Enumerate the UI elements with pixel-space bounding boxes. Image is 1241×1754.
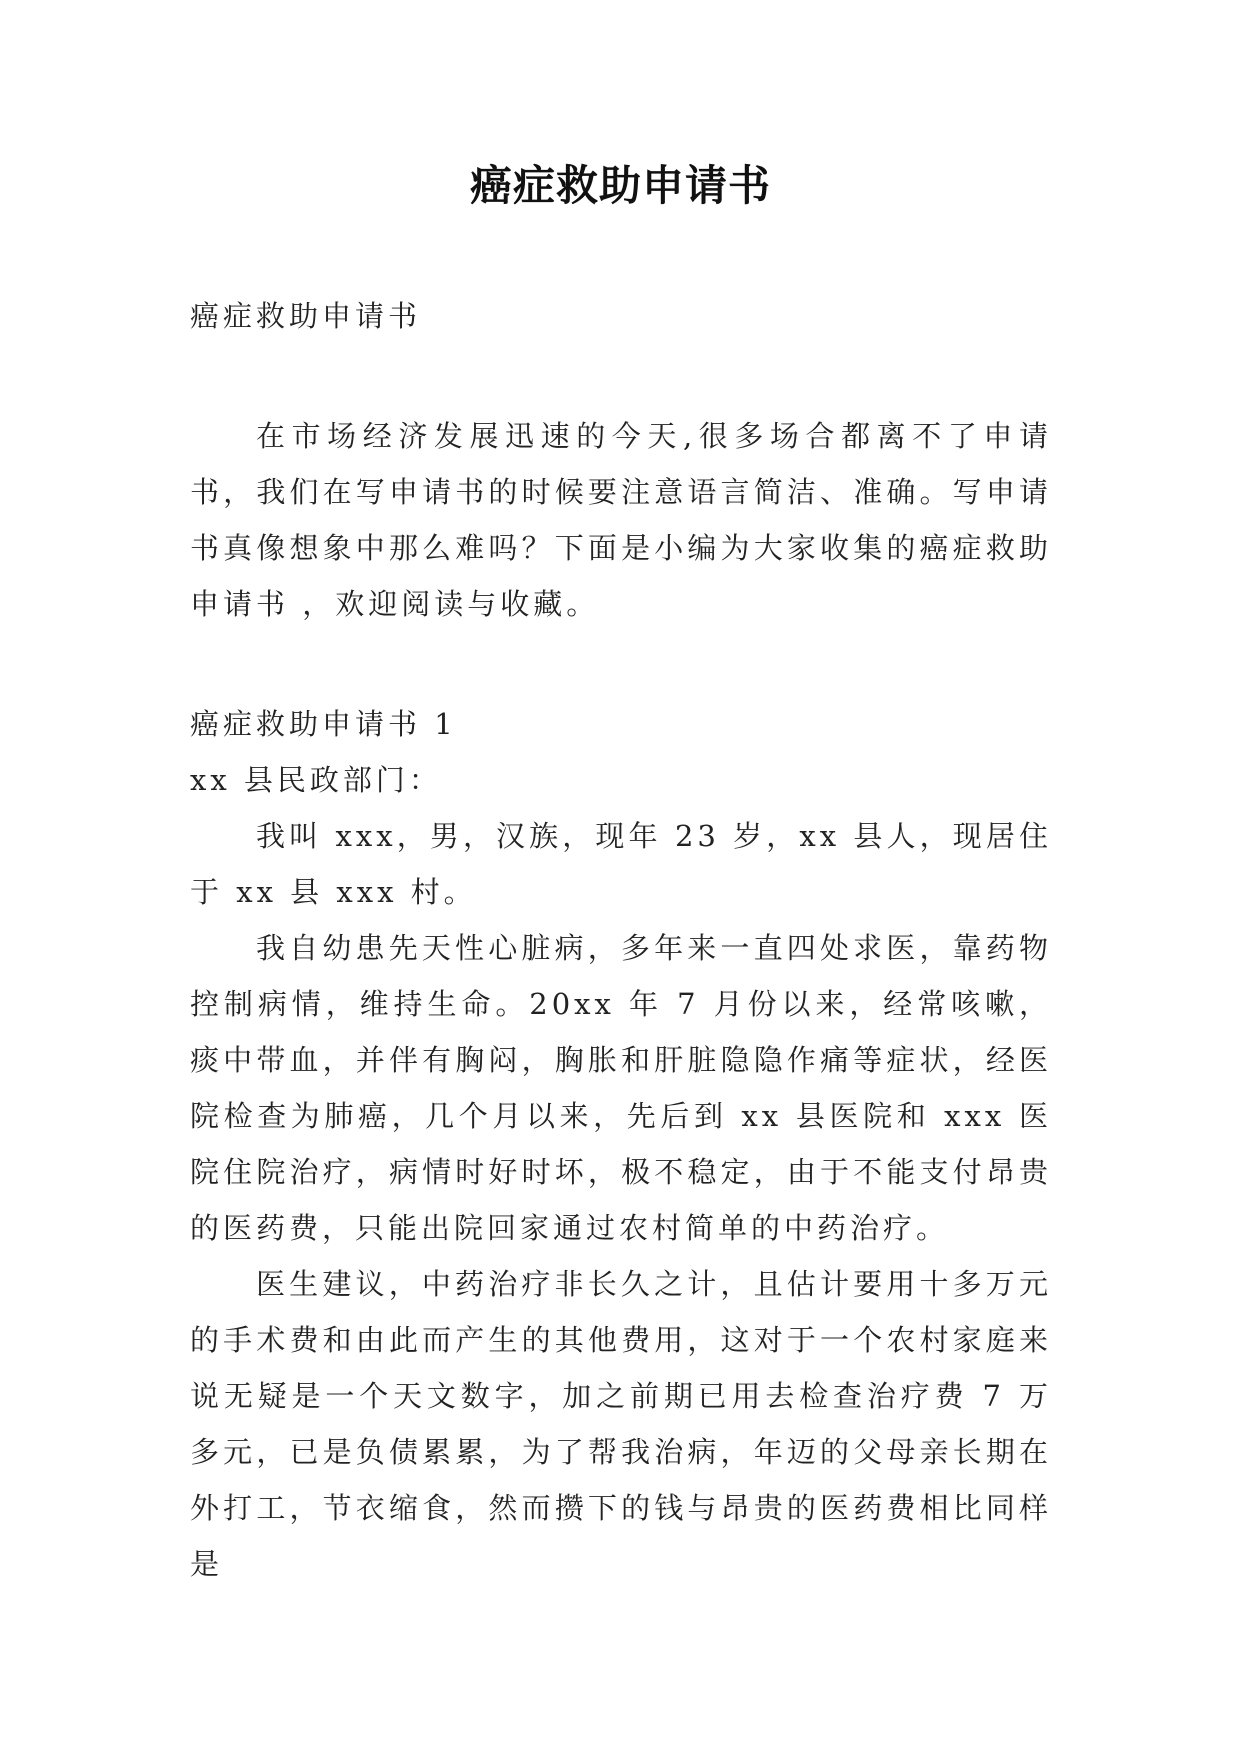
- document-title: 癌症救助申请书: [469, 161, 771, 210]
- body-paragraph-3: 医生建议，中药治疗非长久之计，且估计要用十多万元的手术费和由此而产生的其他费用，这对于一个农村家庭来说无疑是一个天文数字，加之前期已用去检查治疗费 7 万多元，已是负债累累，为了帮我治病，年迈的父母亲长期在外打工，节衣缩食，然而攒下的钱与昂贵的医药费相比同样是: [190, 1267, 1052, 1581]
- body-paragraph-2: 我自幼患先天性心脏病，多年来一直四处求医，靠药物控制病情，维持生命。20xx 年 7 月份以来，经常咳嗽，痰中带血，并伴有胸闷，胸胀和肝脏隐隐作痛等症状，经医院检查为肺癌，几个月以来，先后到 xx 县医院和 xxx 医院住院治疗，病情时好时坏，极不稳定，由于不能支付昂贵的医药费，只能出院回家通过农村简单的中药治疗。: [190, 931, 1052, 1245]
- section-heading: 癌症救助申请书 1: [190, 707, 457, 741]
- letter-addressee: xx 县民政部门：: [190, 763, 442, 797]
- document-body: [190, 288, 1052, 1592]
- body-paragraph-1: 我叫 xxx，男，汉族，现年 23 岁，xx 县人，现居住于 xx 县 xxx 村。: [190, 819, 1052, 909]
- document-subtitle: 癌症救助申请书: [190, 299, 422, 333]
- intro-paragraph: 在市场经济发展迅速的今天,很多场合都离不了申请书，我们在写申请书的时候要注意语言简洁、准确。写申请书真像想象中那么难吗？下面是小编为大家收集的癌症救助申请书 ，欢迎阅读与收藏。: [190, 419, 1052, 621]
